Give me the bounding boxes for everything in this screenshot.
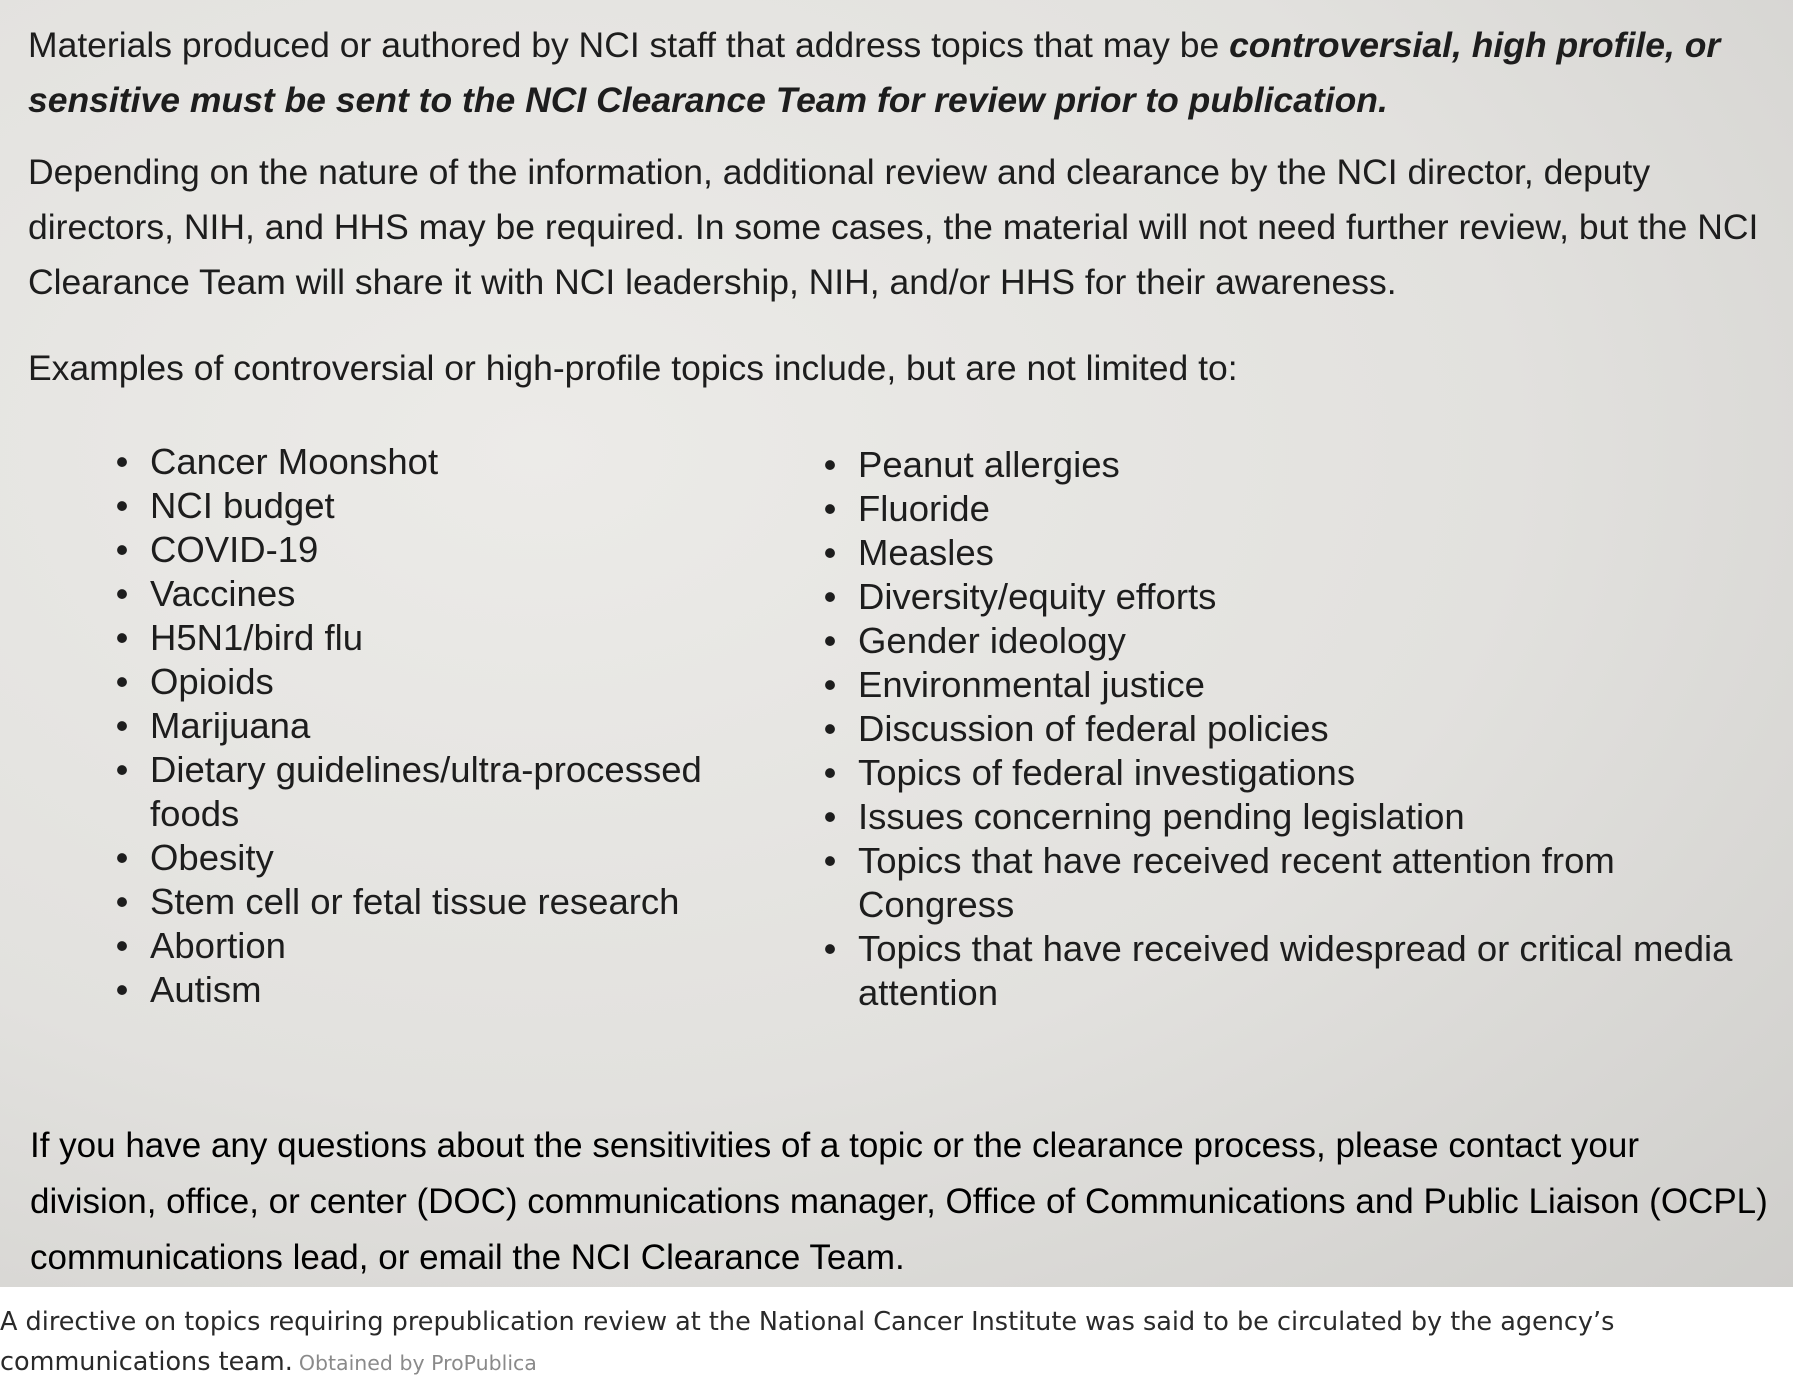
- bullet-icon: •: [115, 925, 129, 966]
- bullet-icon: •: [115, 661, 129, 702]
- topic-label: Discussion of federal policies: [858, 708, 1329, 749]
- topic-list-item: [790, 575, 1770, 619]
- examples-heading: Examples of controversial or high-profile topics include, but are not limited to:: [28, 348, 1238, 388]
- topic-list-item: [82, 528, 722, 572]
- topic-label: NCI budget: [150, 485, 335, 526]
- topic-list-item: [790, 927, 1770, 1015]
- bullet-icon: •: [115, 705, 129, 746]
- left-topic-list: [82, 440, 722, 1012]
- caption-credit: Obtained by ProPublica: [298, 1351, 537, 1375]
- bullet-icon: •: [823, 752, 837, 793]
- bullet-icon: •: [115, 837, 129, 878]
- topic-list-item: [82, 704, 722, 748]
- topic-label: Topics of federal investigations: [858, 752, 1356, 793]
- topic-list-item: [82, 440, 722, 484]
- topic-label: Autism: [150, 969, 262, 1010]
- topic-list-item: [790, 531, 1770, 575]
- topic-label: Obesity: [150, 837, 274, 878]
- topic-list-item: [82, 924, 722, 968]
- topic-list-item: [82, 748, 722, 836]
- bullet-icon: •: [823, 576, 837, 617]
- intro-emphasis-text: controversial, high profile, or sensitive must be sent to the NCI Clearance Team for review prior to publication.: [28, 25, 1721, 120]
- bullet-icon: •: [823, 488, 837, 529]
- bullet-icon: •: [823, 708, 837, 749]
- topic-list-item: [82, 880, 722, 924]
- bullet-icon: •: [115, 485, 129, 526]
- bullet-icon: •: [115, 969, 129, 1010]
- bullet-icon: •: [115, 749, 129, 790]
- topic-label: Fluoride: [858, 488, 990, 529]
- topic-label: Cancer Moonshot: [150, 441, 439, 482]
- topic-label: Environmental justice: [858, 664, 1205, 705]
- bullet-icon: •: [823, 928, 837, 969]
- bullet-icon: •: [115, 881, 129, 922]
- topic-label: Issues concerning pending legislation: [858, 796, 1465, 837]
- topic-list-item: [790, 443, 1770, 487]
- topic-list-item: [82, 836, 722, 880]
- topic-label: H5N1/bird flu: [150, 617, 364, 658]
- topic-list-item: [790, 707, 1770, 751]
- intro-plain-text: Materials produced or authored by NCI staff that address topics that may be: [28, 25, 1230, 65]
- bullet-icon: •: [823, 444, 837, 485]
- topic-label: Peanut allergies: [858, 444, 1120, 485]
- topic-list-item: [790, 619, 1770, 663]
- topic-label: Marijuana: [150, 705, 311, 746]
- bullet-icon: •: [115, 617, 129, 658]
- right-topic-list: [790, 443, 1770, 1015]
- topic-list-item: [790, 663, 1770, 707]
- caption-text: A directive on topics requiring prepublication review at the National Cancer Institute was said to be circulated by the agency’s communications team.: [0, 1307, 1615, 1377]
- topic-label: Abortion: [150, 925, 286, 966]
- topic-label: Diversity/equity efforts: [858, 576, 1217, 617]
- contact-paragraph: If you have any questions about the sensitivities of a topic or the clearance process, please contact your division, office, or center (DOC) communications manager, Office of Communications and Public Liaison (OCPL) communications lead, or email the NCI Clearance Team.: [30, 1126, 1768, 1277]
- topic-list-item: [82, 616, 722, 660]
- bullet-icon: •: [823, 840, 837, 881]
- topic-list-item: [790, 487, 1770, 531]
- topic-lists: [28, 440, 1778, 1090]
- topic-label: Vaccines: [150, 573, 296, 614]
- intro-paragraph: [28, 18, 1778, 128]
- topic-list-item: [82, 484, 722, 528]
- bullet-icon: •: [115, 529, 129, 570]
- bullet-icon: •: [823, 532, 837, 573]
- topic-list-item: [790, 795, 1770, 839]
- topic-list-item: [82, 660, 722, 704]
- topic-label: Dietary guidelines/ultra-processed foods: [150, 749, 702, 834]
- topic-label: Gender ideology: [858, 620, 1126, 661]
- topic-list-item: [82, 968, 722, 1012]
- bullet-icon: •: [823, 796, 837, 837]
- topic-list-item: [82, 572, 722, 616]
- topic-label: Stem cell or fetal tissue research: [150, 881, 680, 922]
- topic-label: Topics that have received recent attention from Congress: [858, 840, 1615, 925]
- topic-label: Opioids: [150, 661, 274, 702]
- photo-caption: [0, 1302, 1796, 1380]
- bullet-icon: •: [823, 620, 837, 661]
- bullet-icon: •: [823, 664, 837, 705]
- document-body: [28, 18, 1778, 1090]
- topic-list-item: [790, 751, 1770, 795]
- topic-label: Measles: [858, 532, 994, 573]
- review-paragraph: Depending on the nature of the information, additional review and clearance by the NCI director, deputy directors, NIH, and HHS may be required. In some cases, the material will not need further review, but the NCI Clearance Team will share it with NCI leadership, NIH, and/or HHS for their awareness.: [28, 152, 1759, 302]
- bullet-icon: •: [115, 441, 129, 482]
- topic-label: Topics that have received widespread or critical media attention: [858, 928, 1733, 1013]
- topic-label: COVID-19: [150, 529, 319, 570]
- bullet-icon: •: [115, 573, 129, 614]
- topic-list-item: [790, 839, 1770, 927]
